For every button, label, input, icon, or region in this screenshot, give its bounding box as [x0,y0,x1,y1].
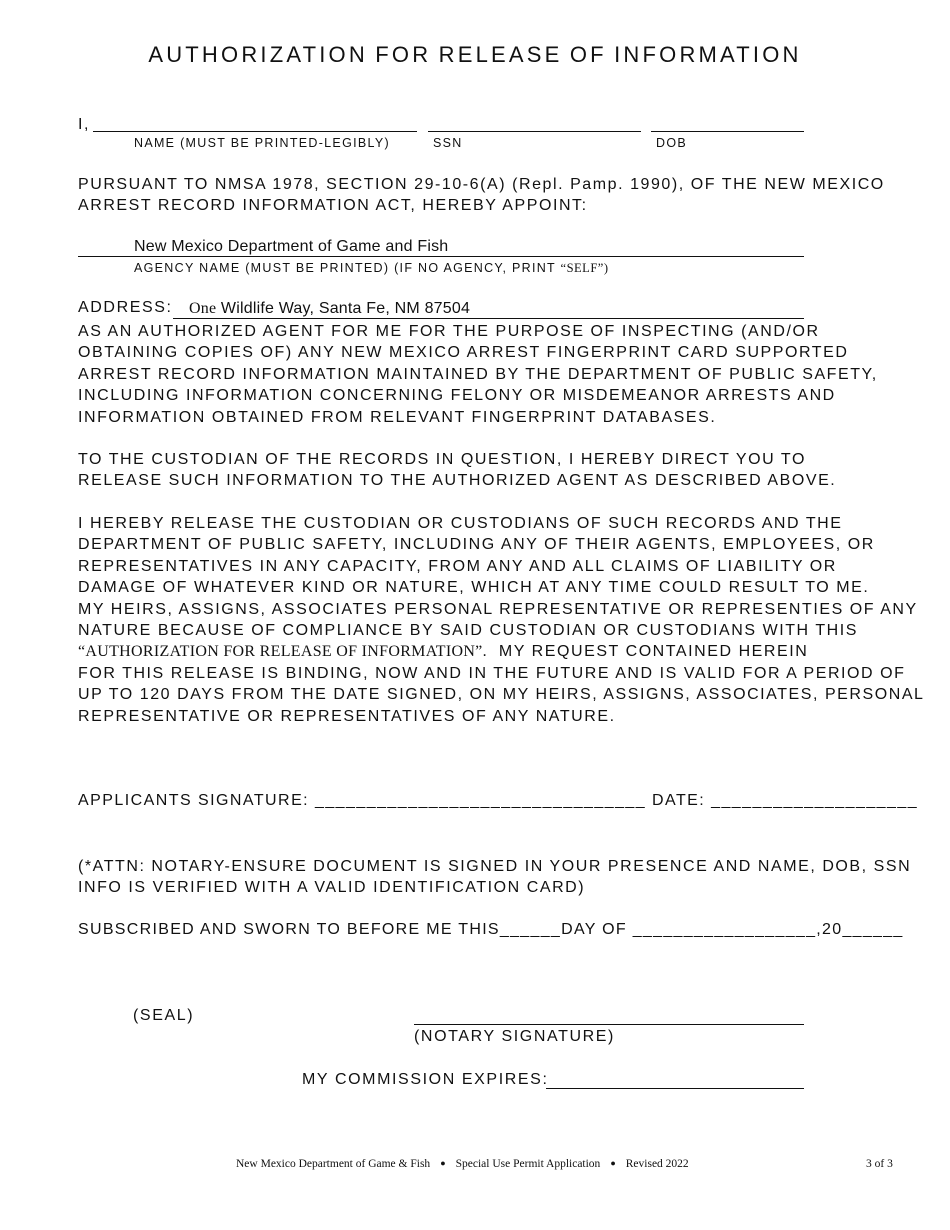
custodian-line: RELEASE SUCH INFORMATION TO THE AUTHORIZED AGENT AS DESCRIBED ABOVE. [78,472,837,490]
notary-note-line-2: INFO IS VERIFIED WITH A VALID IDENTIFICATION CARD) [78,879,586,897]
address-label: ADDRESS: [78,299,173,316]
agency-caption-self: “SELF”) [560,261,609,275]
address-value-first: One [189,300,217,317]
release-quote-line [78,641,898,662]
agent-line: ARREST RECORD INFORMATION MAINTAINED BY THE DEPARTMENT OF PUBLIC SAFETY, [78,365,878,383]
name-field[interactable] [93,131,417,132]
commission-expires-label: MY COMMISSION EXPIRES: [302,1071,549,1088]
document-title: AUTHORIZATION FOR RELEASE OF INFORMATION [148,42,802,67]
pursuant-paragraph [78,174,898,217]
identity-prefix: I, [78,116,91,133]
agency-caption [134,261,608,276]
agent-line: OBTAINING COPIES OF) ANY NEW MEXICO ARREST FINGERPRINT CARD SUPPORTED [78,344,849,362]
footer-revised: Revised 2022 [625,1158,689,1170]
page-number: 3 of 3 [866,1158,893,1170]
release-paragraph [78,513,925,727]
release-line: REPRESENTATIVE OR REPRESENTATIVES OF ANY NATURE. [78,707,616,725]
page-footer [236,1158,689,1170]
release-quote: “AUTHORIZATION FOR RELEASE OF INFORMATION”. [78,643,487,661]
commission-expires-field[interactable] [546,1088,804,1089]
release-line: UP TO 120 DAYS FROM THE DATE SIGNED, ON MY HEIRS, ASSIGNS, ASSOCIATES, PERSONAL [78,686,925,704]
custodian-line: TO THE CUSTODIAN OF THE RECORDS IN QUESTION, I HEREBY DIRECT YOU TO [78,451,806,468]
footer-bullet: ● [440,1158,446,1168]
address-field[interactable] [173,318,804,319]
release-line: I HEREBY RELEASE THE CUSTODIAN OR CUSTODIANS OF SUCH RECORDS AND THE [78,515,843,532]
ssn-field[interactable] [428,131,641,132]
address-value-rest: Wildlife Way, Santa Fe, NM 87504 [220,300,471,317]
ssn-caption: SSN [433,136,463,150]
applicant-signature-line[interactable]: APPLICANTS SIGNATURE: ________________________________ DATE: ____________________ [78,792,919,809]
notary-note [78,856,912,899]
pursuant-line-1: PURSUANT TO NMSA 1978, SECTION 29-10-6(A) (Repl. Pamp. 1990), OF THE NEW MEXICO [78,176,885,193]
agent-line: AS AN AUTHORIZED AGENT FOR ME FOR THE PURPOSE OF INSPECTING (AND/OR [78,323,820,340]
agency-name-field[interactable] [78,256,804,257]
agent-paragraph [78,321,898,428]
release-line: FOR THIS RELEASE IS BINDING, NOW AND IN THE FUTURE AND IS VALID FOR A PERIOD OF [78,664,906,682]
notary-note-line-1: (*ATTN: NOTARY-ENSURE DOCUMENT IS SIGNED IN YOUR PRESENCE AND NAME, DOB, SSN [78,858,912,875]
dob-caption: DOB [656,136,687,150]
notary-signature-caption: (NOTARY SIGNATURE) [414,1028,615,1045]
footer-org: New Mexico Department of Game & Fish [236,1158,431,1170]
address-value[interactable] [189,300,470,318]
seal-label: (SEAL) [133,1007,195,1024]
notary-signature-field[interactable] [414,1024,804,1025]
release-line: NATURE BECAUSE OF COMPLIANCE BY SAID CUSTODIAN OR CUSTODIANS WITH THIS [78,622,859,640]
subscribed-sworn-line[interactable]: SUBSCRIBED AND SWORN TO BEFORE ME THIS______DAY OF __________________,20______ [78,921,904,938]
release-quote-rest: MY REQUEST CONTAINED HEREIN [486,643,809,661]
footer-bullet: ● [610,1158,616,1168]
dob-field[interactable] [651,131,804,132]
release-line: DEPARTMENT OF PUBLIC SAFETY, INCLUDING ANY OF THEIR AGENTS, EMPLOYEES, OR [78,536,875,554]
agency-name-value[interactable]: New Mexico Department of Game and Fish [134,238,449,255]
footer-form: Special Use Permit Application [455,1158,601,1170]
release-line: DAMAGE OF WHATEVER KIND OR NATURE, WHICH AT ANY TIME COULD RESULT TO ME. [78,579,870,597]
pursuant-line-2: ARREST RECORD INFORMATION ACT, HEREBY APPOINT: [78,197,588,215]
agency-caption-main: AGENCY NAME (MUST BE PRINTED) (IF NO AGENCY, PRINT [134,261,561,275]
custodian-paragraph [78,449,898,492]
name-caption: NAME (MUST BE PRINTED-LEGIBLY) [134,136,390,150]
release-line: REPRESENTATIVES IN ANY CAPACITY, FROM ANY AND ALL CLAIMS OF LIABILITY OR [78,557,837,575]
agent-line: INCLUDING INFORMATION CONCERNING FELONY OR MISDEMEANOR ARRESTS AND [78,387,836,405]
release-line: MY HEIRS, ASSIGNS, ASSOCIATES PERSONAL REPRESENTATIVE OR REPRESENTIES OF ANY [78,600,918,618]
agent-line: INFORMATION OBTAINED FROM RELEVANT FINGERPRINT DATABASES. [78,408,717,426]
